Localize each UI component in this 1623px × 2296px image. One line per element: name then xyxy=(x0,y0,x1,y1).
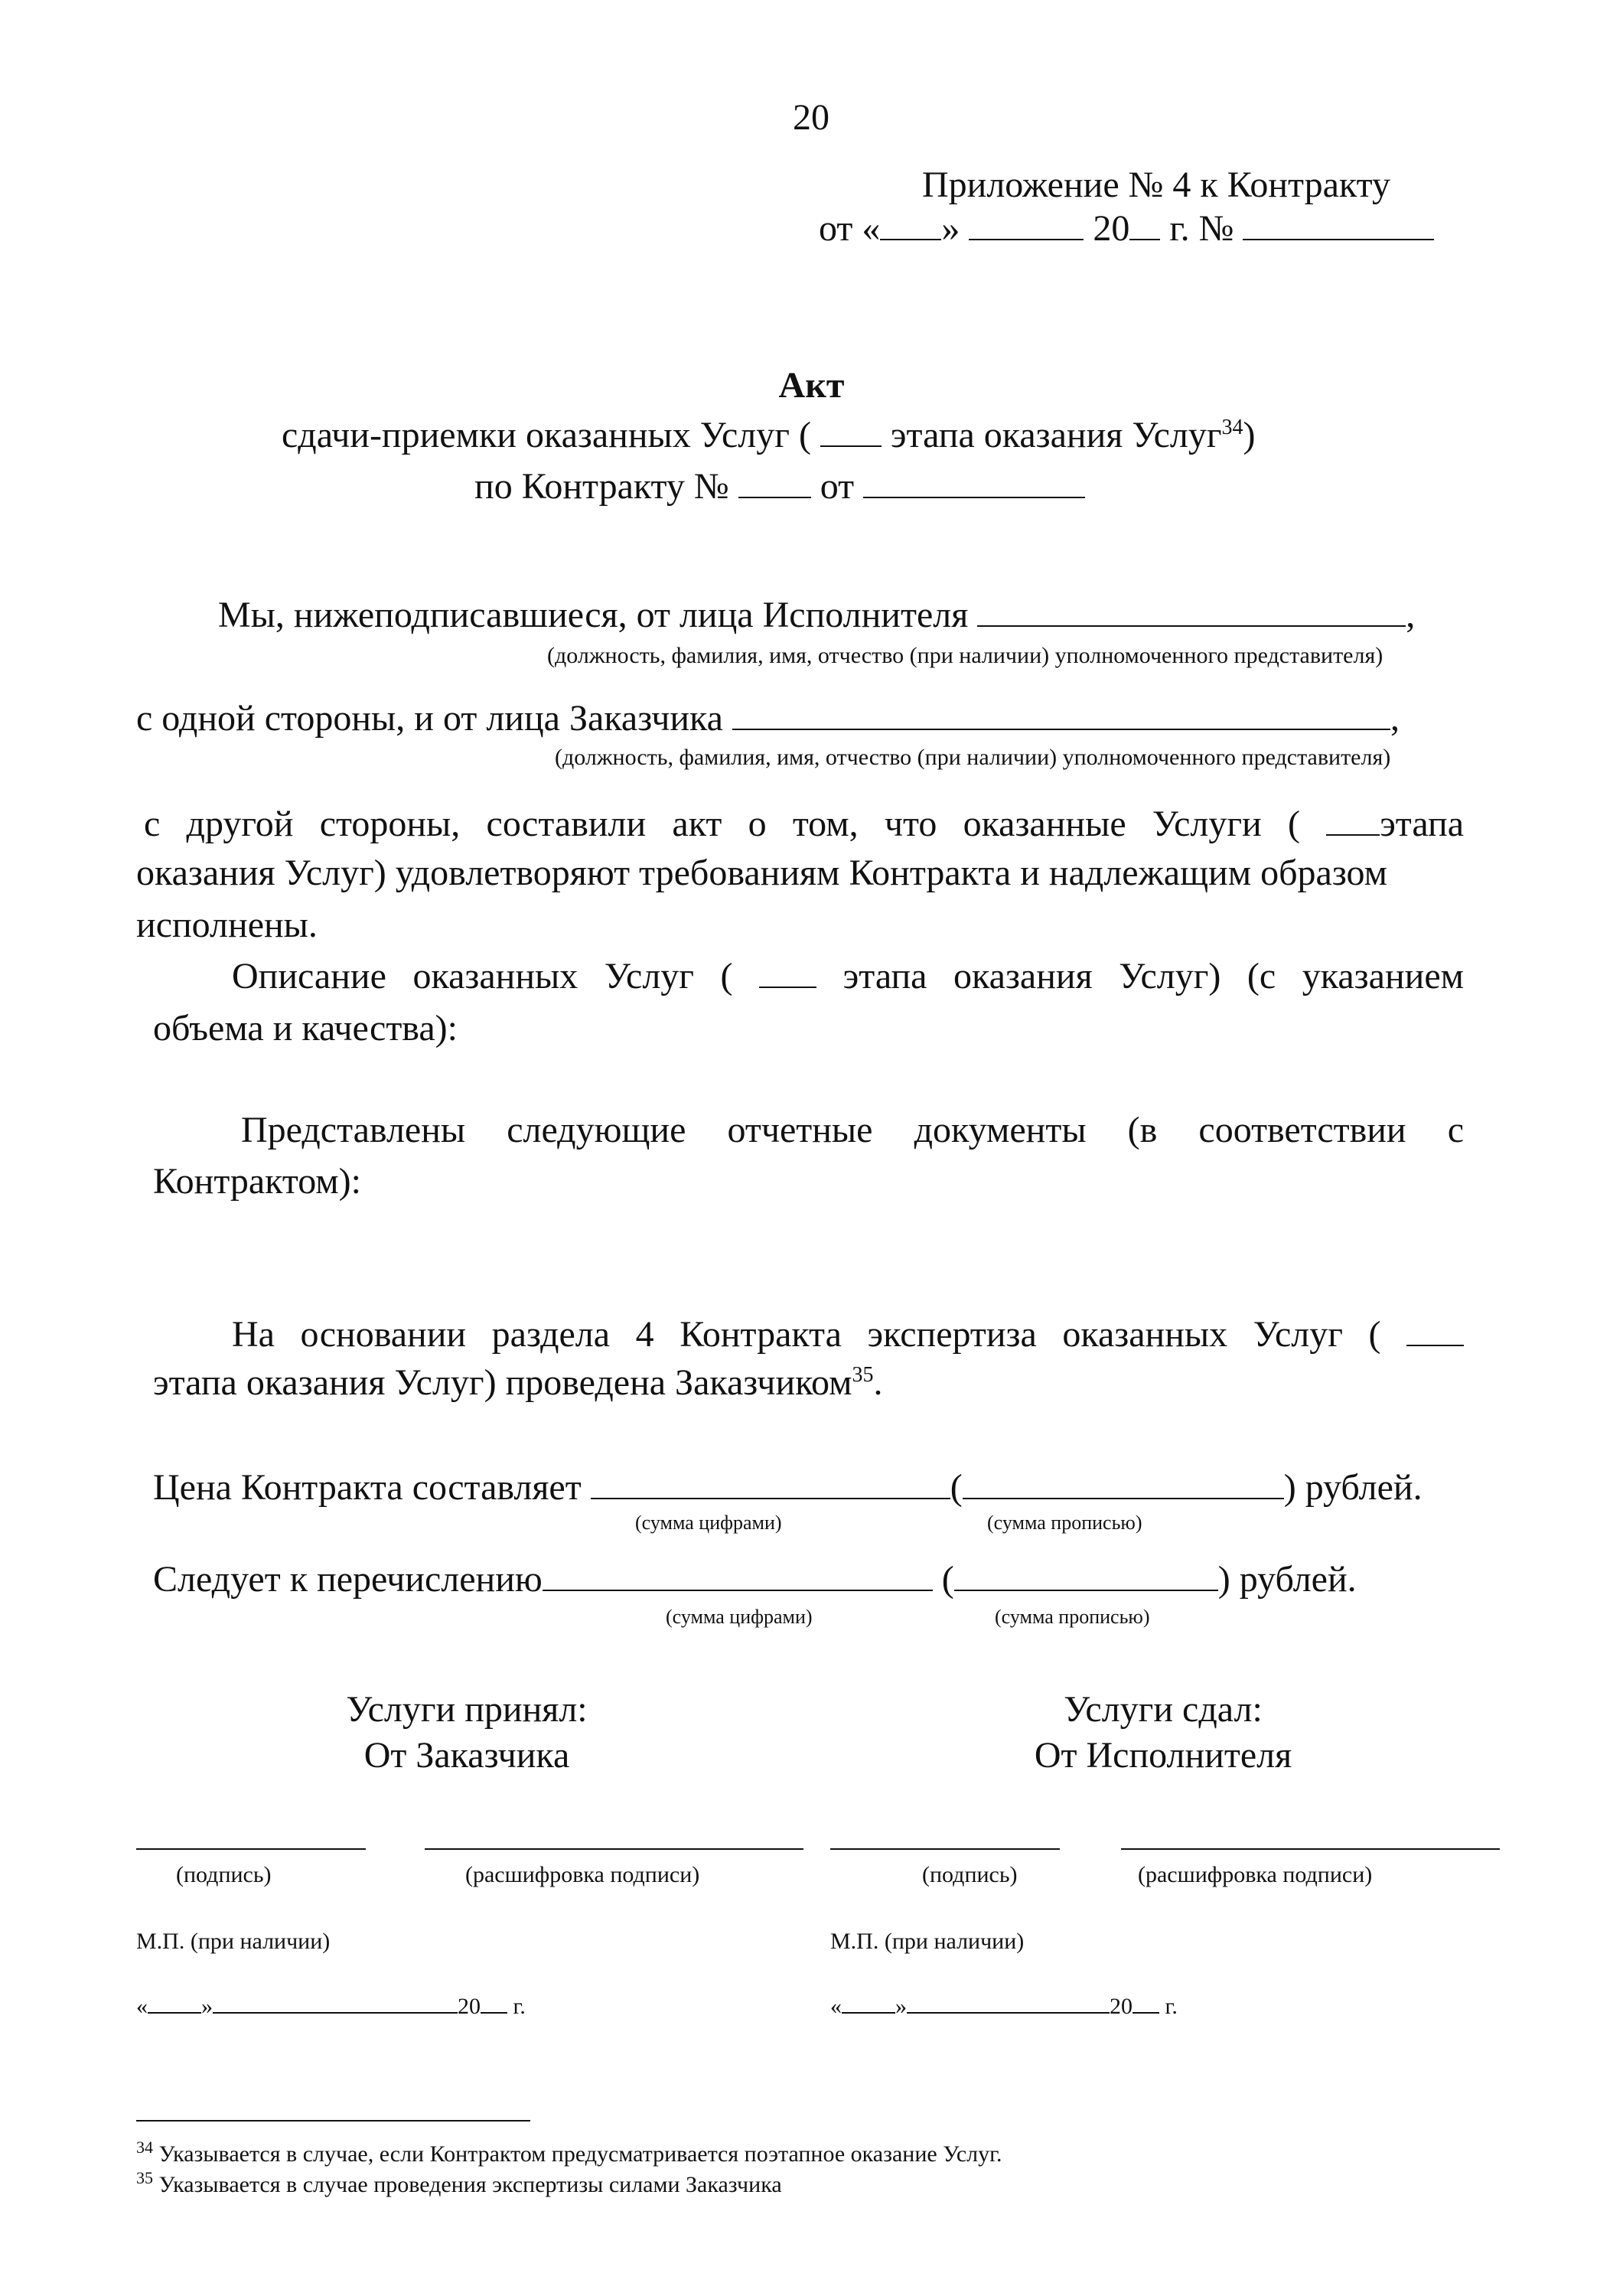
paragraph-1-line-3: исполнены. xyxy=(136,905,318,945)
customer-date: « » 20 г. xyxy=(136,1994,526,2019)
price-caption-digits: (сумма цифрами) xyxy=(635,1512,782,1534)
paragraph-4-line-2: этапа оказания Услуг) проведена Заказчиком$^{35}$. xyxy=(153,1362,883,1403)
footnote-ref-34: 34 xyxy=(1221,416,1243,439)
footnote-35: $^{35}$ Указывается в случае проведения экспертизы силами Заказчика xyxy=(136,2168,782,2197)
appendix-header: Приложение № 4 к Контракту xyxy=(922,165,1390,205)
customer-decode-caption: (расшифровка подписи) xyxy=(465,1862,700,1887)
paragraph-3-line-2: Контрактом): xyxy=(153,1161,361,1202)
page-number: 20 xyxy=(793,97,829,138)
footnote-34: $^{34}$ Указывается в случае, если Контрактом предусматривается поэтапное оказание Услуг. xyxy=(136,2138,1002,2167)
payable-caption-words: (сумма прописью) xyxy=(995,1606,1150,1628)
paragraph-1-line-1: с другой стороны, составили акт о том, что оказанные Услуги ( этапа xyxy=(144,804,1465,844)
executor-decode-caption: (расшифровка подписи) xyxy=(1138,1862,1373,1887)
executor-caption: (должность, фамилия, имя, отчество (при наличии) уполномоченного представителя) xyxy=(547,643,1383,668)
customer-caption: (должность, фамилия, имя, отчество (при наличии) уполномоченного представителя) xyxy=(555,745,1391,770)
title-line-3: по Контракту № от xyxy=(474,468,1085,505)
payable-caption-digits: (сумма цифрами) xyxy=(666,1606,813,1628)
handed-by-title: Услуги сдал: xyxy=(1064,1689,1263,1730)
customer-signature-line xyxy=(136,1848,366,1850)
executor-signature-line xyxy=(830,1848,1060,1850)
appendix-date-line: от « » 20 г. № xyxy=(819,210,1434,247)
executor-decode-line xyxy=(1121,1848,1500,1850)
paragraph-2-line-1: Описание оказанных Услуг ( этапа оказания Услуг) (с указанием xyxy=(232,956,1464,996)
contract-price-line: Цена Контракта составляет ( ) рублей. xyxy=(153,1467,1423,1508)
customer-sign-caption: (подпись) xyxy=(176,1862,272,1887)
paragraph-1-line-2: оказания Услуг) удовлетворяют требованиям Контракта и надлежащим образом xyxy=(136,853,1387,893)
customer-line: с одной стороны, и от лица Заказчика , xyxy=(136,698,1400,739)
executor-date: « » 20 г. xyxy=(830,1994,1178,2019)
accepted-by-title: Услуги принял: xyxy=(346,1689,588,1730)
executor-stamp: М.П. (при наличии) xyxy=(830,1929,1025,1954)
handed-by-executor: От Исполнителя xyxy=(1034,1735,1292,1776)
document-title: Акт xyxy=(778,365,845,406)
footnote-separator xyxy=(136,2120,530,2122)
accepted-by-customer: От Заказчика xyxy=(363,1735,570,1776)
footnote-ref-35: 35 xyxy=(852,1363,874,1387)
executor-line: Мы, нижеподписавшиеся, от лица Исполнителя , xyxy=(218,595,1416,635)
paragraph-4-line-1: На основании раздела 4 Контракта экспертиза оказанных Услуг ( xyxy=(232,1316,1464,1353)
payable-line: Следует к перечислению ( ) рублей. xyxy=(153,1559,1357,1600)
price-caption-words: (сумма прописью) xyxy=(987,1512,1142,1534)
customer-decode-line xyxy=(425,1848,803,1850)
title-line-2: сдачи-приемки оказанных Услуг ( этапа оказания Услуг$^{34}$) xyxy=(282,415,1256,455)
executor-sign-caption: (подпись) xyxy=(922,1862,1018,1887)
paragraph-3-line-1: Представлены следующие отчетные документы (в соответствии с xyxy=(241,1110,1464,1150)
customer-stamp: М.П. (при наличии) xyxy=(136,1929,331,1954)
paragraph-2-line-2: объема и качества): xyxy=(153,1008,458,1049)
